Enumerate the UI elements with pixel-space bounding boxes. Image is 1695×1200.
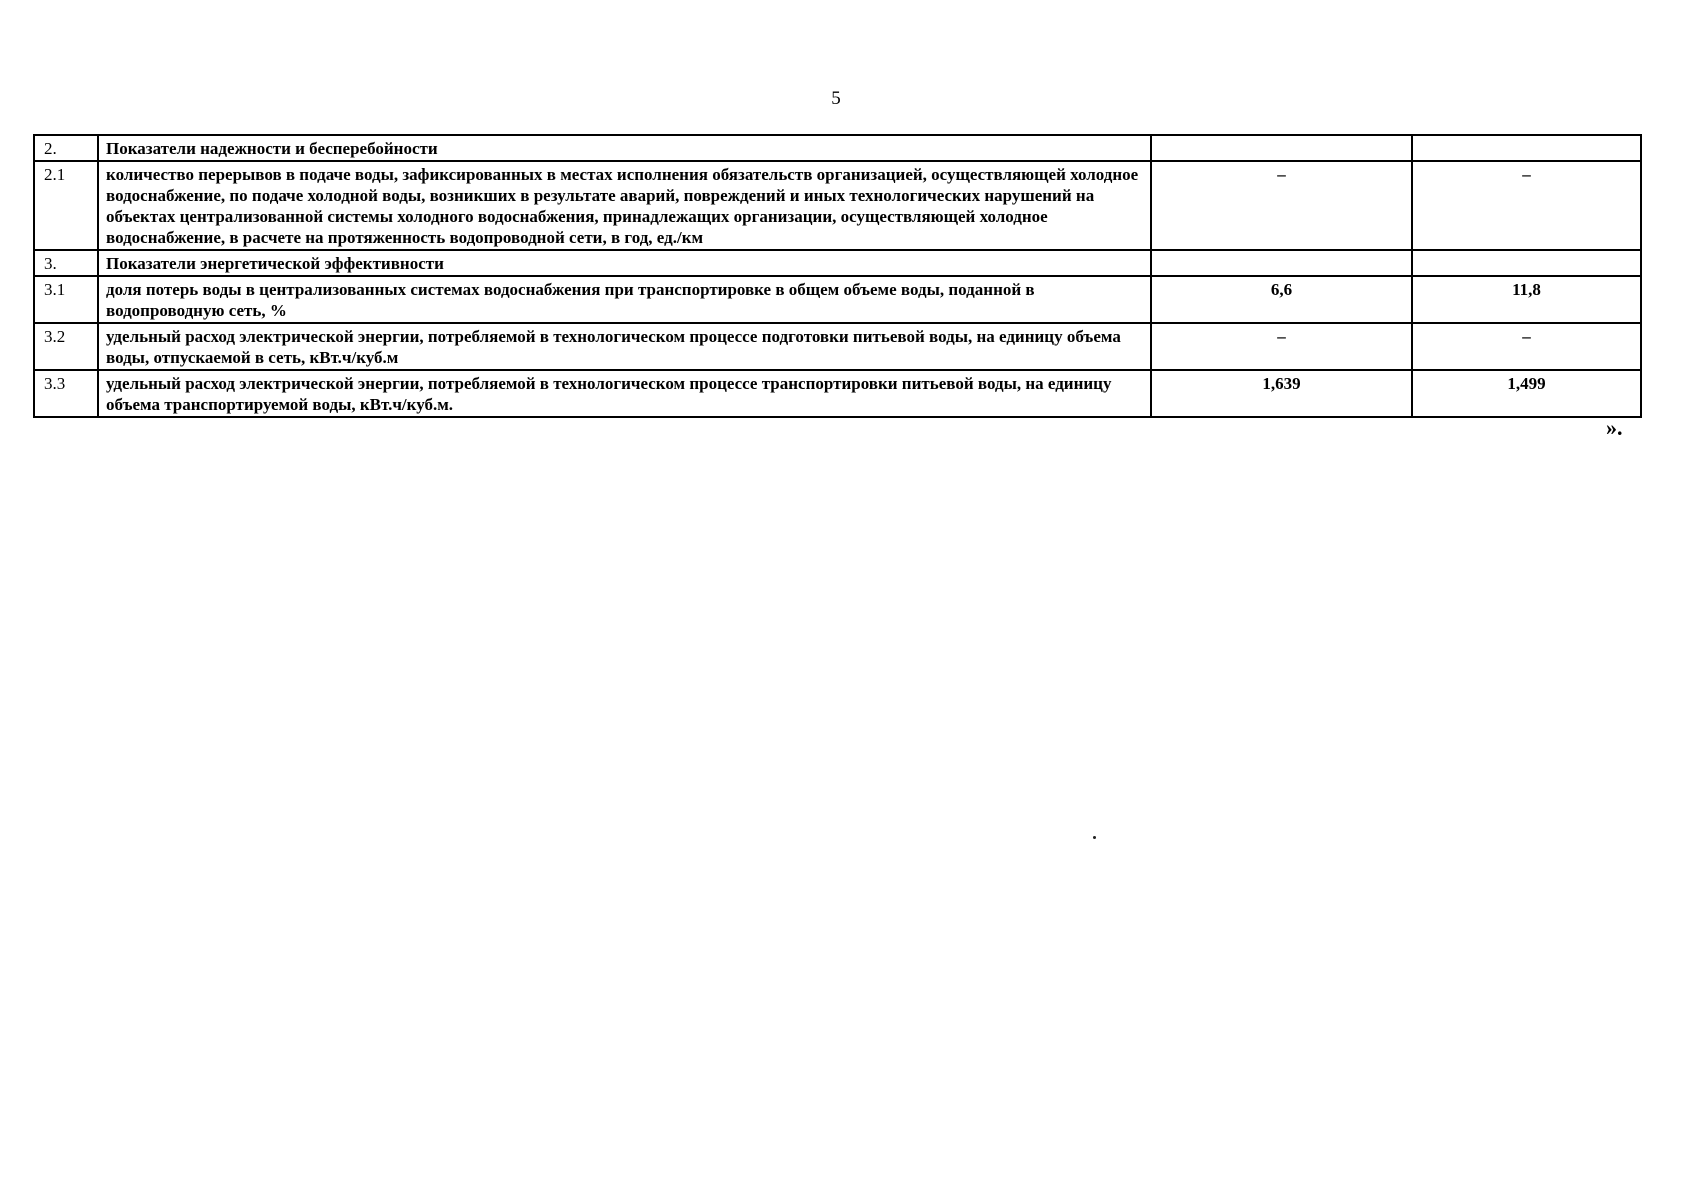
row-number: 3.3 <box>34 370 98 417</box>
page-number: 5 <box>831 88 841 109</box>
value-cell-1 <box>1151 135 1412 161</box>
indicator-text: доля потерь воды в централизованных системах водоснабжения при транспортировке в общем объеме воды, поданной в водопроводную сеть, % <box>98 276 1151 323</box>
value-cell-2: – <box>1412 323 1641 370</box>
table-row-3-1 <box>34 276 1641 323</box>
table-row-3-2 <box>34 323 1641 370</box>
row-number: 3. <box>34 250 98 276</box>
row-number: 2.1 <box>34 161 98 250</box>
row-number: 3.1 <box>34 276 98 323</box>
closing-quote: ». <box>1606 415 1623 440</box>
value-cell-1: – <box>1151 323 1412 370</box>
value-cell-2: 11,8 <box>1412 276 1641 323</box>
indicators-table <box>33 134 1642 418</box>
table-row-section-3 <box>34 250 1641 276</box>
indicator-text: удельный расход электрической энергии, потребляемой в технологическом процессе подготовки питьевой воды, на единицу объема воды, отпускаемой в сеть, кВт.ч/куб.м <box>98 323 1151 370</box>
table-row-2-1 <box>34 161 1641 250</box>
value-cell-2 <box>1412 135 1641 161</box>
table-row-section-2 <box>34 135 1641 161</box>
indicator-text: количество перерывов в подаче воды, зафиксированных в местах исполнения обязательств организацией, осуществляющей холодное водоснабжение, по подаче холодной воды, возникших в результате аварий, повреждений и иных технологических нарушений на объектах централизованной системы холодного водоснабжения, принадлежащих организации, осуществляющей холодное водоснабжение, в расчете на протяженность водопроводной сети, в год, ед./км <box>98 161 1151 250</box>
row-number: 3.2 <box>34 323 98 370</box>
value-cell-2 <box>1412 250 1641 276</box>
table-row-3-3 <box>34 370 1641 417</box>
scan-speck <box>1093 836 1096 839</box>
value-cell-1 <box>1151 250 1412 276</box>
indicator-text: удельный расход электрической энергии, потребляемой в технологическом процессе транспортировки питьевой воды, на единицу объема транспортируемой воды, кВт.ч/куб.м. <box>98 370 1151 417</box>
value-cell-2: – <box>1412 161 1641 250</box>
section-title: Показатели энергетической эффективности <box>98 250 1151 276</box>
value-cell-1: – <box>1151 161 1412 250</box>
value-cell-1: 6,6 <box>1151 276 1412 323</box>
section-title: Показатели надежности и бесперебойности <box>98 135 1151 161</box>
row-number: 2. <box>34 135 98 161</box>
value-cell-2: 1,499 <box>1412 370 1641 417</box>
value-cell-1: 1,639 <box>1151 370 1412 417</box>
